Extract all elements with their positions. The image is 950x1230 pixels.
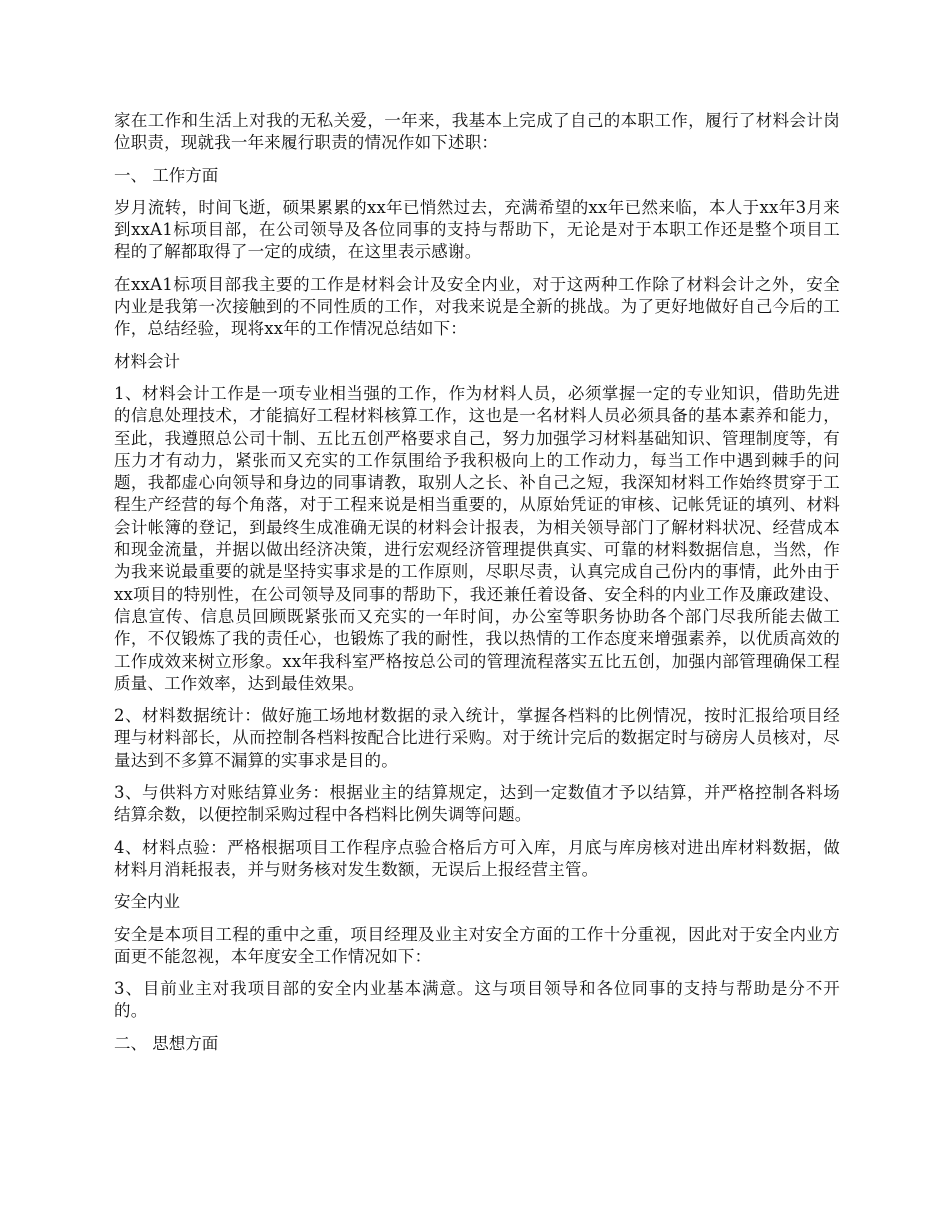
subheading-safety: 安全内业 [114,892,180,912]
section-heading-thought: 二、 思想方面 [114,1033,219,1053]
time-paragraph: 岁月流转，时间飞逝，硕果累累的xx年已悄然过去，充满希望的xx年已然来临，本人于xx年3月来到xxA1标项目部，在公司领导及各位同事的支持与帮助下，无论是对于本职工作还是整个项目工程的了解都取得了一定的成绩，在这里表示感谢。 [114,197,840,262]
section-heading-work: 一、 工作方面 [114,165,219,185]
safety-item-3: 3、目前业主对我项目部的安全内业基本满意。这与项目领导和各位同事的支持与帮助是分不开的。 [114,979,840,1021]
material-item-2: 2、材料数据统计：做好施工场地材数据的录入统计，掌握各档料的比例情况，按时汇报给项目经理与材料部长，从而控制各档料按配合比进行采购。对于统计完后的数据定时与磅房人员核对，尽量达到不多算不漏算的实事求是目的。 [114,706,840,770]
material-item-1: 1、材料会计工作是一项专业相当强的工作，作为材料人员，必须掌握一定的专业知识，借助先进的信息处理技术，才能搞好工程材料核算工作，这也是一名材料人员必须具备的基本素养和能力，至此，我遵照总公司十制、五比五创严格要求自己，努力加强学习材料基础知识、管理制度等，有压力才有动力，紧张而又充实的工作氛围给予我积极向上的工作动力，每当工作中遇到棘手的问题，我都虚心向领导和身边的同事请教，取别人之长、补自己之短，我深知材料工作始终贯穿于工程生产经营的每个角落，对于工程来说是相当重要的，从原始凭证的审核、记帐凭证的填列、材料会计帐簿的登记，到最终生成准确无误的材料会计报表，为相关领导部门了解材料状况、经营成本和现金流量，并据以做出经济决策，进行宏观经济管理提供真实、可靠的材料数据信息，当然，作为我来说最重要的就是坚持实事求是的工作原则，尽职尽责，认真完成自己份内的事情，此外由于xx项目的特别性，在公司领导及同事的帮助下，我还兼任着设备、安全科的内业工作及廉政建设、信息宣传、信息员回顾既紧张而又充实的一年时间，办公室等职务协助各个部门尽我所能去做工作，不仅锻炼了我的责任心，也锻炼了我的耐性，我以热情的工作态度来增强素养，以优质高效的工作成效来树立形象。xx年我科室严格按总公司的管理流程落实五比五创，加强内部管理确保工程质量、工作效率，达到最佳效果。 [114,383,840,693]
safety-paragraph: 安全是本项目工程的重中之重，项目经理及业主对安全方面的工作十分重视，因此对于安全内业方面更不能忽视，本年度安全工作情况如下： [114,924,840,966]
material-item-3: 3、与供料方对账结算业务：根据业主的结算规定，达到一定数值才予以结算，并严格控制各料场结算余数，以便控制采购过程中各档料比例失调等问题。 [114,783,840,825]
subheading-material-accounting: 材料会计 [114,351,180,371]
document-body [114,110,840,1065]
material-item-4: 4、材料点验：严格根据项目工作程序点验合格后方可入库，月底与库房核对进出库材料数据，做材料月消耗报表，并与财务核对发生数额，无误后上报经营主管。 [114,837,840,879]
intro-paragraph: 家在工作和生活上对我的无私关爱，一年来，我基本上完成了自己的本职工作，履行了材料会计岗位职责，现就我一年来履行职责的情况作如下述职： [114,111,840,153]
main-work-paragraph: 在xxA1标项目部我主要的工作是材料会计及安全内业，对于这两种工作除了材料会计之外，安全内业是我第一次接触到的不同性质的工作，对我来说是全新的挑战。为了更好地做好自己今后的工作，总结经验，现将xx年的工作情况总结如下： [114,274,840,339]
